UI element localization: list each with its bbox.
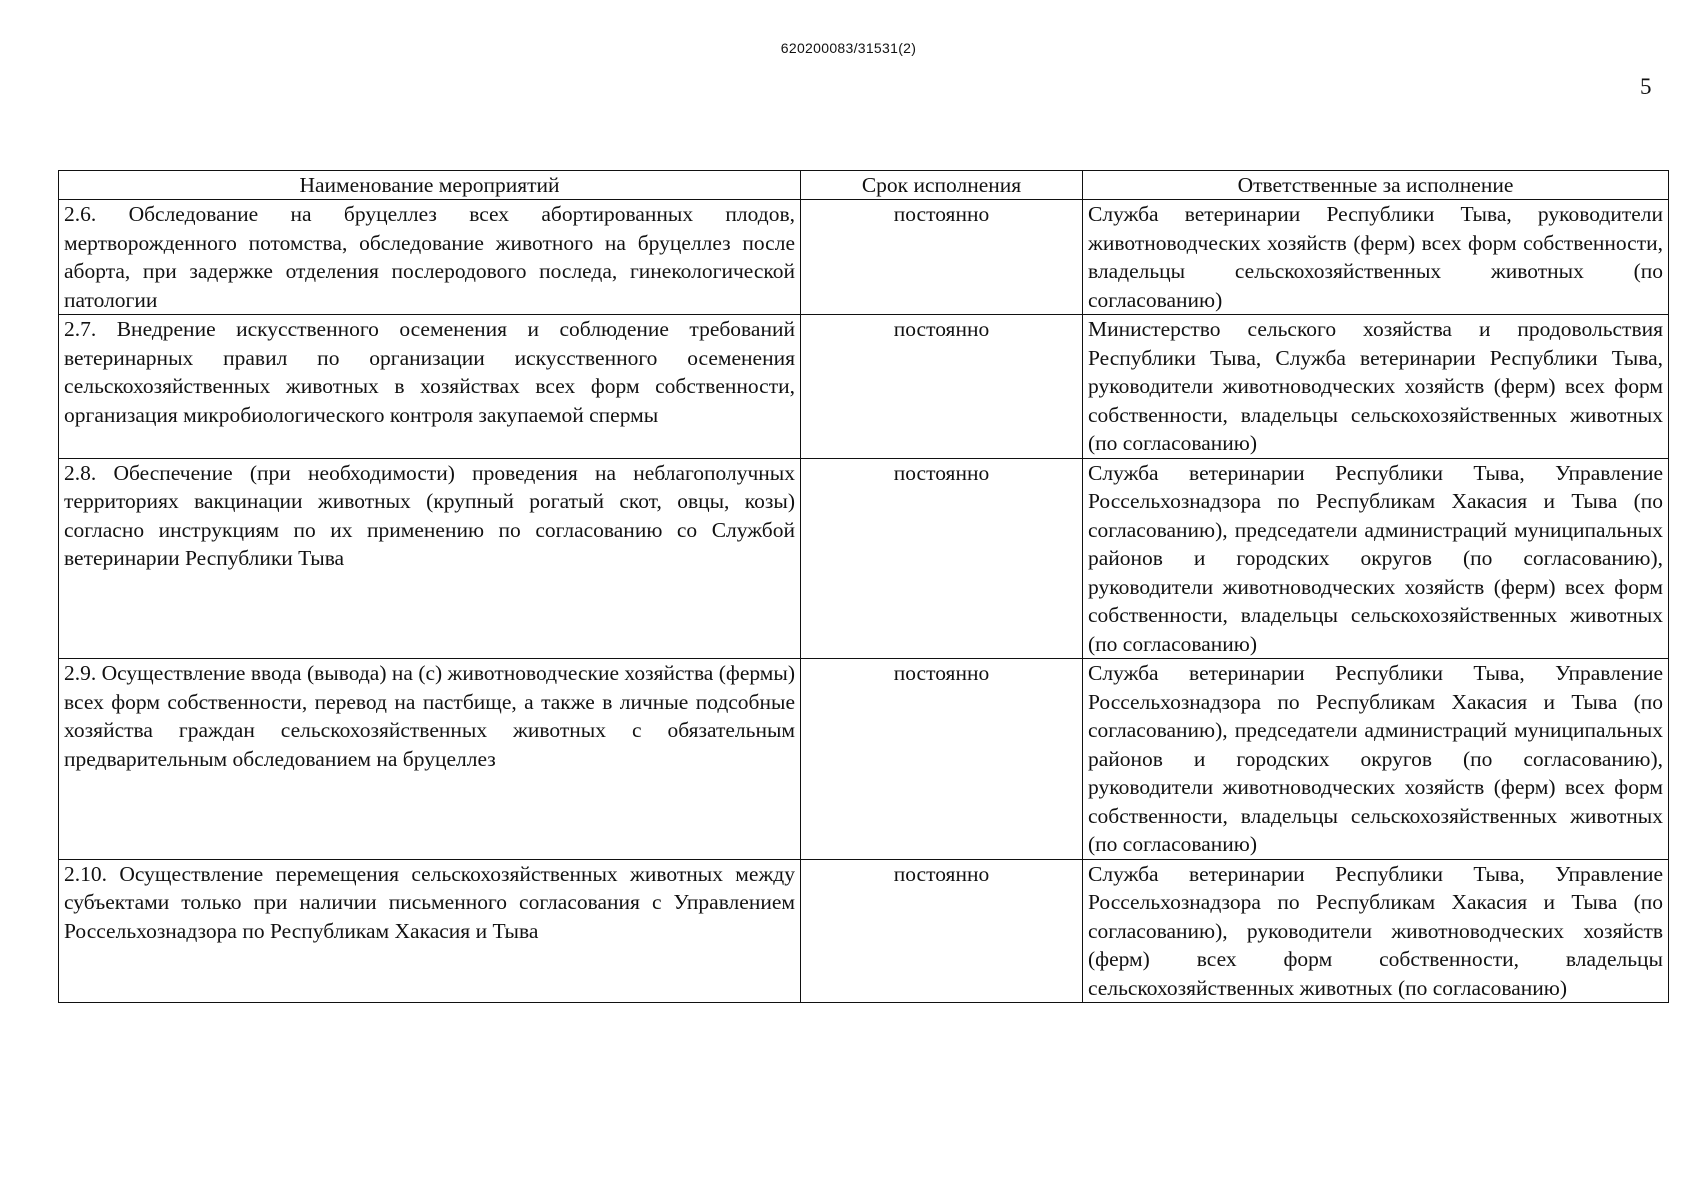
responsible-cell: Министерство сельского хозяйства и продовольствия Республики Тыва, Служба ветеринарии Республики Тыва, руководители животноводческих хозяйств (ферм) всех форм собственности, владельцы сельскохозяйственных животных (по согласованию) bbox=[1083, 315, 1669, 459]
measure-cell: 2.10. Осуществление перемещения сельскохозяйственных животных между субъектами только при наличии письменного согласования с Управлением Россельхознадзора по Республикам Хакасия и Тыва bbox=[59, 859, 801, 1003]
responsible-cell: Служба ветеринарии Республики Тыва, Управление Россельхознадзора по Республикам Хакасия и Тыва (по согласованию), руководители животноводческих хозяйств (ферм) всех форм собственности, владельцы сельскохозяйственных животных (по согласованию) bbox=[1083, 859, 1669, 1003]
table-header-row bbox=[59, 171, 1669, 200]
measure-cell: 2.9. Осуществление ввода (вывода) на (с) животноводческие хозяйства (фермы) всех форм собственности, перевод на пастбище, а также в личные подсобные хозяйства граждан сельскохозяйственных животных с обязательным предварительным обследованием на бруцеллез bbox=[59, 659, 801, 860]
responsible-cell: Служба ветеринарии Республики Тыва, руководители животноводческих хозяйств (ферм) всех форм собственности, владельцы сельскохозяйственных животных (по согласованию) bbox=[1083, 200, 1669, 315]
header-responsible: Ответственные за исполнение bbox=[1083, 171, 1669, 200]
term-cell: постоянно bbox=[801, 200, 1083, 315]
table-row bbox=[59, 200, 1669, 315]
header-measures: Наименование мероприятий bbox=[59, 171, 801, 200]
table-row bbox=[59, 859, 1669, 1003]
term-cell: постоянно bbox=[801, 859, 1083, 1003]
header-term: Срок исполнения bbox=[801, 171, 1083, 200]
responsible-cell: Служба ветеринарии Республики Тыва, Управление Россельхознадзора по Республикам Хакасия и Тыва (по согласованию), председатели администраций муниципальных районов и городских округов (по согласованию), руководители животноводческих хозяйств (ферм) всех форм собственности, владельцы сельскохозяйственных животных (по согласованию) bbox=[1083, 458, 1669, 659]
term-cell: постоянно bbox=[801, 458, 1083, 659]
responsible-cell: Служба ветеринарии Республики Тыва, Управление Россельхознадзора по Республикам Хакасия и Тыва (по согласованию), председатели администраций муниципальных районов и городских округов (по согласованию), руководители животноводческих хозяйств (ферм) всех форм собственности, владельцы сельскохозяйственных животных (по согласованию) bbox=[1083, 659, 1669, 860]
table-row bbox=[59, 458, 1669, 659]
table-row bbox=[59, 659, 1669, 860]
page-number: 5 bbox=[1640, 74, 1652, 99]
measure-cell: 2.6. Обследование на бруцеллез всех абортированных плодов, мертворожденного потомства, обследование животного на бруцеллез после аборта, при задержке отделения послеродового последа, гинекологической патологии bbox=[59, 200, 801, 315]
table-row bbox=[59, 315, 1669, 459]
term-cell: постоянно bbox=[801, 659, 1083, 860]
term-cell: постоянно bbox=[801, 315, 1083, 459]
measures-table bbox=[58, 170, 1669, 1003]
document-id: 620200083/31531(2) bbox=[780, 40, 917, 56]
measure-cell: 2.8. Обеспечение (при необходимости) проведения на неблагополучных территориях вакцинации животных (крупный рогатый скот, овцы, козы) согласно инструкциям по их применению по согласованию со Службой ветеринарии Республики Тыва bbox=[59, 458, 801, 659]
measure-cell: 2.7. Внедрение искусственного осеменения и соблюдение требований ветеринарных правил по организации искусственного осеменения сельскохозяйственных животных в хозяйствах всех форм собственности, организация микробиологического контроля закупаемой спермы bbox=[59, 315, 801, 459]
